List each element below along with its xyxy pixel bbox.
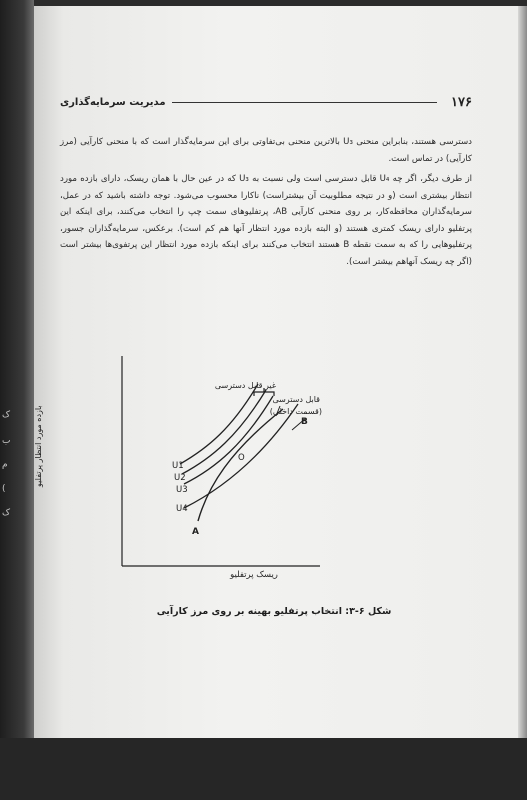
bottom-shadow [0,738,527,800]
tangency-point-o: O [238,453,245,463]
adjacent-page-glyph: ک [2,508,11,518]
curve-label-u1: U1 [172,461,184,471]
paragraph-1: دسترسی هستند، بنابراین منحنی U₃ بالاترین منحنی بی‌تفاوتی برای این سرمایه‌گذار است که با منحنی کارآیی (مرز کارآیی) در تماس است. [60,137,472,164]
adjacent-page-glyph: م [2,460,8,470]
y-axis-label: بازده مورد انتظار پرتفلیو [34,405,43,487]
header-rule [172,102,438,103]
page-stack-edge [518,6,527,738]
adjacent-page-glyph: ب [2,436,11,446]
curve-label-u4: U4 [176,504,188,514]
adjacent-page-shadow [0,0,34,800]
book-page [34,6,522,738]
adjacent-page-glyph: ( [2,484,6,494]
efficient-frontier-figure [120,356,340,596]
curve-label-u2: U2 [174,473,186,483]
unreachable-annotation: غیر قابل دسترسی [214,381,276,390]
figure-caption: شکل ۶-۳: انتخاب پرتفلیو بهینه بر روی مرز کارآیی [156,606,392,617]
indifference-curve-u2 [182,390,266,474]
adjacent-page-glyph: ک [2,410,11,420]
page-number: ۱۷۶ [451,94,472,110]
paragraph-2: از طرف دیگر، اگر چه U₄ قابل دسترسی است ولی نسبت به U₃ که در عین حال با همان ریسک، دارای بازده مورد انتظار بیشتری است (و در نتیجه مطلوبیت آن بیشتراست) ناکارا محسوب می‌شود. توجه داشته باشید که در عمل، سرمایه‌گذاران محافظه‌کار، بر روی منحنی کارآیی AB، پرتفلیوهای سمت چپ را انتخاب می‌کنند، برای اینکه این پرتفلیو دارای ریسک کمتری هستند (و البته بازده مورد انتظار آنها هم کم است). برعکس، سرمایه‌گذاران جسور، پرتفلیوهایی را که به سمت نقطه B هستند انتخاب می‌کنند برای اینکه بازده مورد انتظار این پرتفوی‌ها بیشتر است (اگر چه ریسک آنهاهم بیشتر است). [60,174,472,267]
book-title: مدیریت سرمایه‌گذاری [60,96,166,108]
point-b-label: B [301,417,308,427]
page-header [60,92,472,112]
curve-label-u3: U3 [176,485,188,495]
reachable-annotation-sub: (قسمت داخلی) [269,407,322,416]
x-axis-label: ریسک پرتفلیو [230,570,278,580]
indifference-curve-u1 [180,384,258,464]
reachable-annotation: قابل دسترسی [272,395,320,404]
point-a-label: A [192,527,199,537]
